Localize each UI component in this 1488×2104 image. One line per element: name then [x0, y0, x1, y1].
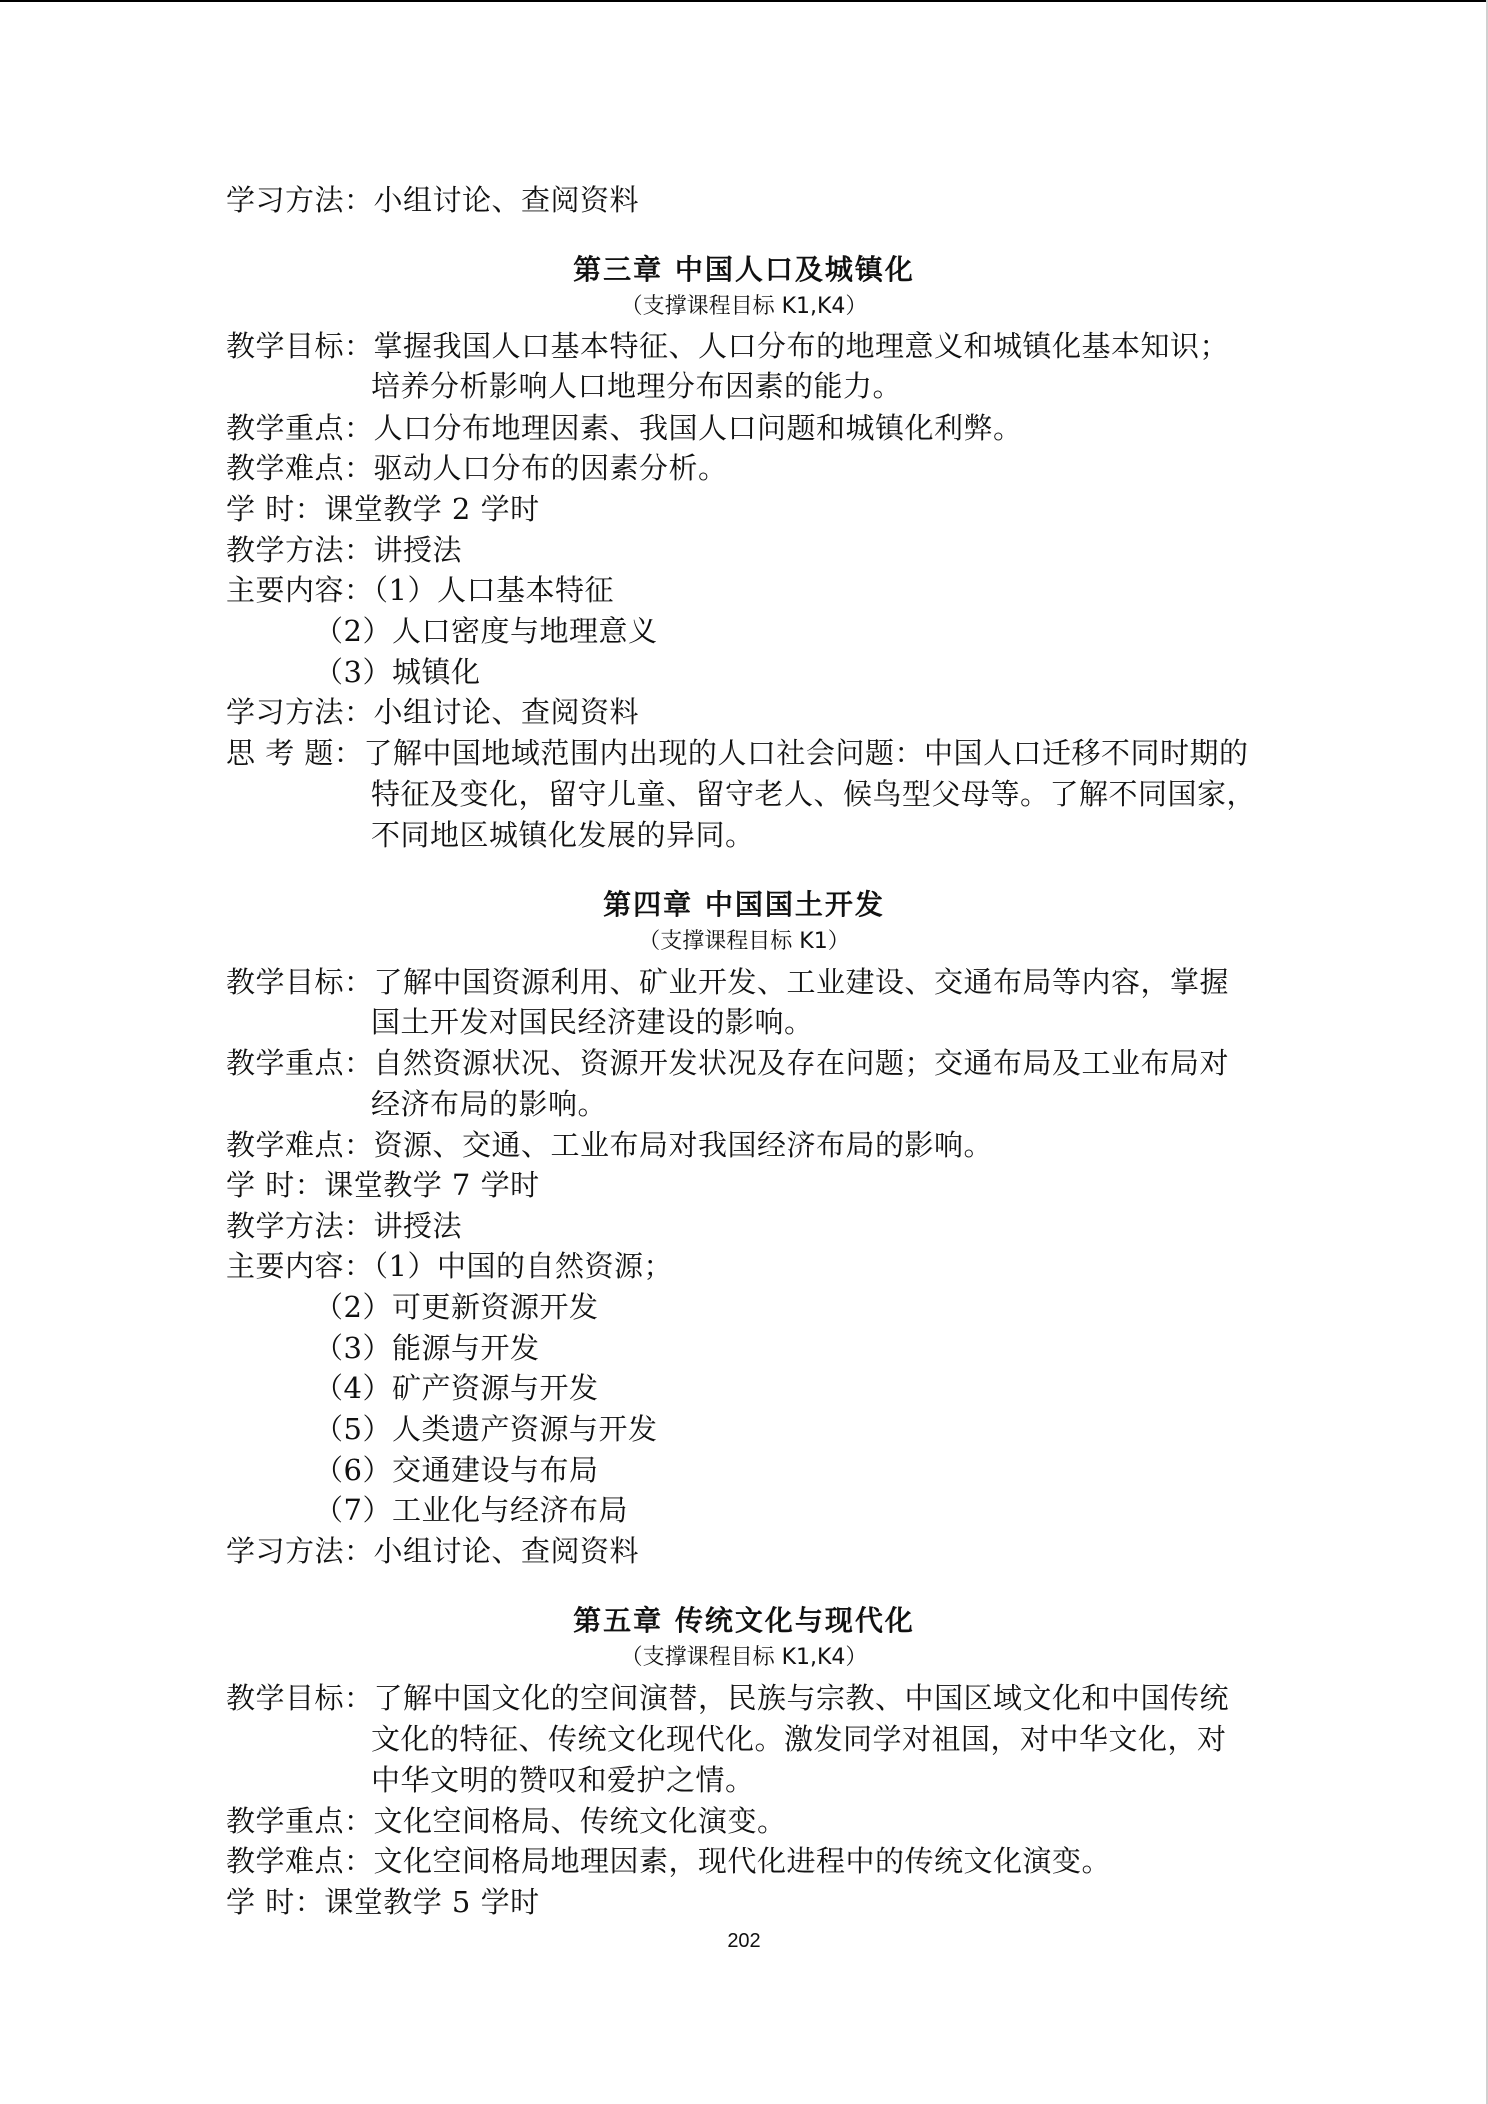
chapter-5-support: （支撑课程目标 K1,K4）	[620, 1645, 868, 1670]
chapter-4-key-points: 教学重点：自然资源状况、资源开发状况及存在问题；交通布局及工业布局对	[226, 1046, 1230, 1080]
chapter-3-think: 思 考 题：了解中国地域范围内出现的人口社会问题：中国人口迁移不同时期的	[226, 736, 1249, 770]
chapter-4-hours: 学 时：课堂教学 7 学时	[226, 1168, 540, 1202]
chapter-4-content-item: （4）矿产资源与开发	[314, 1371, 599, 1405]
chapter-4-support: （支撑课程目标 K1）	[638, 929, 850, 954]
chapter-4-goal-cont: 国土开发对国民经济建设的影响。	[371, 1005, 814, 1039]
chapter-5-hours: 学 时：课堂教学 5 学时	[226, 1885, 540, 1919]
chapter-3-study: 学习方法：小组讨论、查阅资料	[226, 695, 640, 729]
chapter-4-difficulty: 教学难点：资源、交通、工业布局对我国经济布局的影响。	[226, 1128, 994, 1162]
chapter-3-content-item: （3）城镇化	[314, 655, 481, 689]
top-border	[0, 0, 1488, 2]
chapter-4-content: 主要内容：（1）中国的自然资源；	[226, 1249, 673, 1283]
chapter-4-content-item: （3）能源与开发	[314, 1331, 540, 1365]
chapter-3-method: 教学方法：讲授法	[226, 533, 463, 567]
chapter-4-key-points-cont: 经济布局的影响。	[371, 1087, 608, 1121]
chapter-3-goal-cont: 培养分析影响人口地理分布因素的能力。	[371, 369, 903, 403]
chapter-3-title: 第三章 中国人口及城镇化	[573, 253, 915, 286]
chapter-4-study: 学习方法：小组讨论、查阅资料	[226, 1534, 640, 1568]
chapter-4-content-item: （7）工业化与经济布局	[314, 1493, 628, 1527]
chapter-4-title: 第四章 中国国土开发	[603, 888, 885, 921]
chapter-5-key-points: 教学重点：文化空间格局、传统文化演变。	[226, 1804, 787, 1838]
chapter-5-title: 第五章 传统文化与现代化	[573, 1604, 915, 1637]
chapter-3-think-cont: 不同地区城镇化发展的异同。	[371, 818, 755, 852]
chapter-4-content-item: （6）交通建设与布局	[314, 1453, 599, 1487]
chapter-4-content-item: （5）人类遗产资源与开发	[314, 1412, 658, 1446]
chapter-3-content: 主要内容：（1）人口基本特征	[226, 573, 614, 607]
chapter-5-goal-cont: 文化的特征、传统文化现代化。激发同学对祖国，对中华文化，对	[371, 1722, 1227, 1756]
chapter-3-support: （支撑课程目标 K1,K4）	[620, 294, 868, 319]
chapter-3-difficulty: 教学难点：驱动人口分布的因素分析。	[226, 451, 728, 485]
chapter-3-think-cont: 特征及变化，留守儿童、留守老人、候鸟型父母等。了解不同国家，	[371, 777, 1257, 811]
chapter-5-difficulty: 教学难点：文化空间格局地理因素，现代化进程中的传统文化演变。	[226, 1844, 1112, 1878]
chapter-3-hours: 学 时：课堂教学 2 学时	[226, 492, 540, 526]
chapter-3-key-points: 教学重点：人口分布地理因素、我国人口问题和城镇化利弊。	[226, 411, 1023, 445]
chapter-5-goal: 教学目标：了解中国文化的空间演替，民族与宗教、中国区域文化和中国传统	[226, 1681, 1230, 1715]
chapter-4-content-item: （2）可更新资源开发	[314, 1290, 599, 1324]
chapter-3-content-item: （2）人口密度与地理意义	[314, 614, 658, 648]
chapter-5-goal-cont: 中华文明的赞叹和爱护之情。	[371, 1763, 755, 1797]
chapter-4-goal: 教学目标：了解中国资源利用、矿业开发、工业建设、交通布局等内容，掌握	[226, 965, 1230, 999]
chapter-4-method: 教学方法：讲授法	[226, 1209, 463, 1243]
chapter-3-goal: 教学目标：掌握我国人口基本特征、人口分布的地理意义和城镇化基本知识；	[226, 329, 1230, 363]
study-method-line: 学习方法：小组讨论、查阅资料	[226, 183, 640, 217]
page-number: 202	[727, 1930, 761, 1952]
